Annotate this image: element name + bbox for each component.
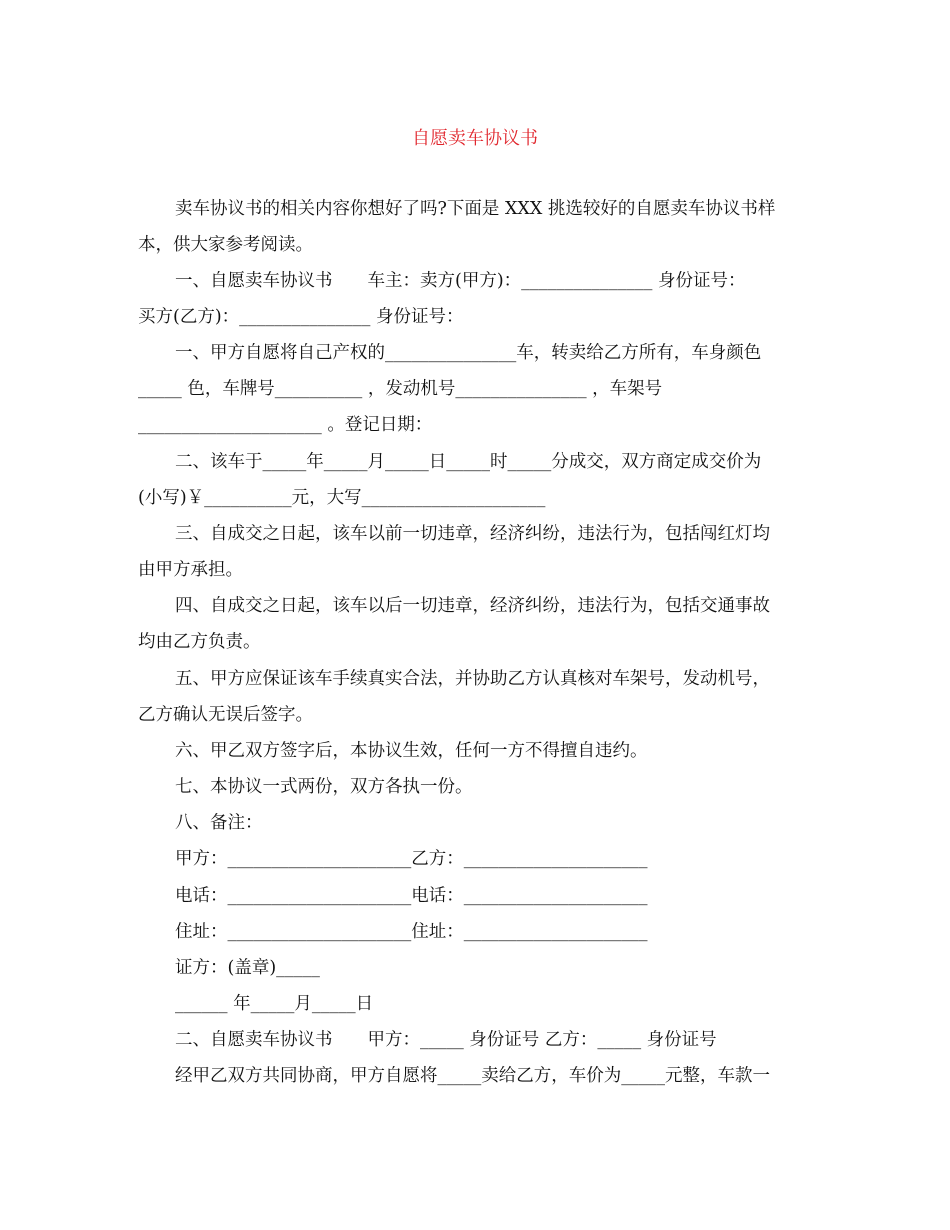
document-title: 自愿卖车协议书 [412,128,538,149]
paragraph-line: 由甲方承担。 [138,560,243,580]
paragraph-line: (小写)￥__________元，大写_____________________ [138,488,546,508]
paragraph-line: 二、该车于_____年_____月_____日_____时_____分成交，双方商定成交价为 [175,452,762,472]
paragraph-line: _____ 色，车牌号__________ ，发动机号_______________ ，车架号 [138,379,663,399]
date-line: ______ 年_____月_____日 [175,994,374,1014]
paragraph-line: 六、甲乙双方签字后，本协议生效，任何一方不得擅自违约。 [175,741,648,761]
paragraph-line: 一、甲方自愿将自己产权的_______________车，转卖给乙方所有，车身颜色 [175,343,762,363]
signature-field-line: 住址：_____________________住址：_____________________ [175,922,648,942]
paragraph-line: 二、自愿卖车协议书 甲方：_____ 身份证号 乙方：_____ 身份证号 [175,1030,717,1050]
paragraph-line: _____________________ 。登记日期： [138,415,433,435]
paragraph-line: 四、自成交之日起，该车以后一切违章，经济纠纷，违法行为，包括交通事故 [175,596,770,616]
signature-field-line: 证方：(盖章)_____ [175,958,320,978]
paragraph-line: 八、备注： [175,813,263,833]
paragraph-line: 本，供大家参考阅读。 [138,235,313,255]
paragraph-line: 一、自愿卖车协议书 车主：卖方(甲方)：_______________ 身份证号： [175,271,746,291]
paragraph-line: 三、自成交之日起，该车以前一切违章，经济纠纷，违法行为，包括闯红灯均 [175,524,770,544]
paragraph-line: 七、本协议一式两份，双方各执一份。 [175,777,473,797]
paragraph-line: 乙方确认无误后签字。 [138,705,313,725]
paragraph-line: 均由乙方负责。 [138,632,261,652]
paragraph-line: 五、甲方应保证该车手续真实合法，并协助乙方认真核对车架号，发动机号， [175,669,770,689]
signature-field-line: 甲方：_____________________乙方：_____________________ [175,849,648,869]
signature-field-line: 电话：_____________________电话：_____________________ [175,886,648,906]
paragraph-line: 经甲乙双方共同协商，甲方自愿将_____卖给乙方，车价为_____元整，车款一 [175,1066,770,1086]
paragraph-line: 买方(乙方)：_______________ 身份证号： [138,307,464,327]
paragraph-line: 卖车协议书的相关内容你想好了吗?下面是 XXX 挑选较好的自愿卖车协议书样 [175,199,776,219]
